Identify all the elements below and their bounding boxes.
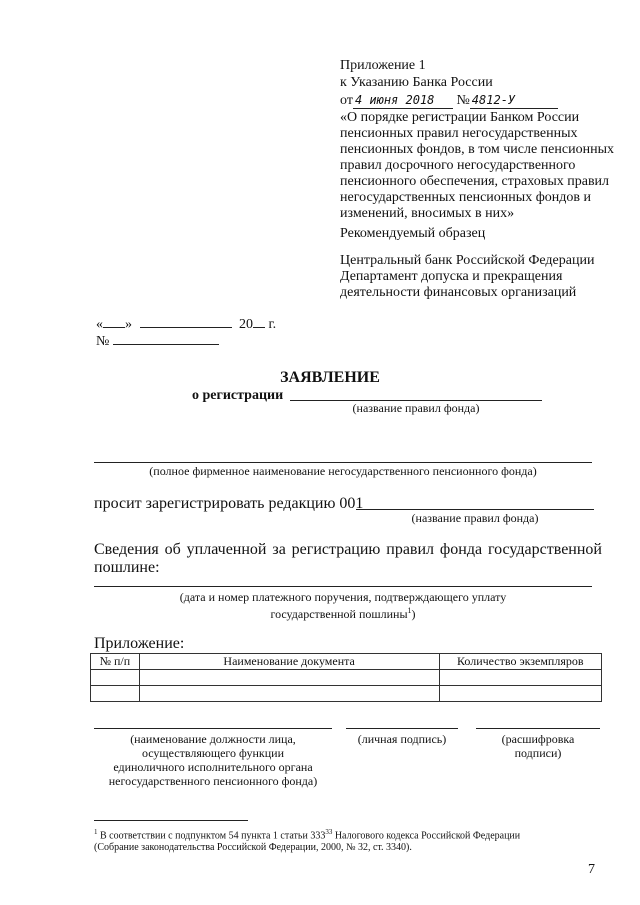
- number-blank[interactable]: [113, 344, 219, 345]
- fee-hint: [94, 590, 592, 621]
- position-hint-line: осуществляющего функции: [141, 746, 285, 760]
- position-hint-line: единоличного исполнительного органа: [113, 760, 313, 774]
- footnote: [94, 826, 614, 854]
- appendix-line2: к Указанию Банка России: [340, 75, 493, 90]
- footnote-line1: [94, 826, 614, 842]
- fee-payment-line[interactable]: [94, 586, 592, 587]
- year-blank[interactable]: [253, 327, 265, 328]
- day-blank[interactable]: [103, 327, 125, 328]
- appendix-title-line: правил досрочного негосударственного: [340, 158, 576, 173]
- page-number: 7: [588, 862, 595, 877]
- footnote-mark: 1: [94, 828, 98, 836]
- appendix-title-line: пенсионных фондов, в том числе пенсионных: [340, 142, 614, 157]
- decode-hint-line: (расшифровка: [501, 732, 575, 746]
- table-cell[interactable]: [91, 670, 140, 686]
- recommended-sample: Рекомендуемый образец: [340, 226, 486, 241]
- fee-line1: Сведения об уплаченной за регистрацию правил фонда государственной: [94, 541, 602, 558]
- number-sign: №: [96, 334, 110, 349]
- position-line[interactable]: [94, 728, 332, 729]
- position-hint: [88, 732, 338, 788]
- number-label: №: [456, 93, 470, 108]
- signature-hint: (личная подпись): [357, 732, 447, 746]
- table-row: [91, 686, 602, 702]
- table-cell[interactable]: [439, 670, 601, 686]
- appendix-date-line: [340, 92, 558, 109]
- fee-hint-text: государственной пошлины: [270, 607, 408, 621]
- fund-name-line[interactable]: [94, 462, 592, 463]
- footnote-text-after: Налогового кодекса Российской Федерации: [332, 830, 521, 842]
- registration-number-field: [96, 334, 219, 350]
- attachment-label: Приложение:: [94, 635, 185, 652]
- column-header-document: Наименование документа: [139, 654, 439, 670]
- date-field: [96, 317, 276, 333]
- footnote-ref[interactable]: 1: [407, 606, 412, 615]
- appendix-title-line: негосударственных пенсионных фондов и: [340, 190, 591, 205]
- footnote-superscript: 33: [325, 828, 333, 836]
- addressee: [340, 253, 630, 301]
- close-quote: »: [125, 317, 132, 332]
- signature-decode-hint: [476, 732, 600, 760]
- open-quote: «: [96, 317, 103, 332]
- request-rules-hint: (название правил фонда): [411, 511, 539, 525]
- signature-line[interactable]: [346, 728, 458, 729]
- decode-hint-line: подписи): [514, 746, 562, 760]
- appendix-line1: Приложение 1: [340, 58, 426, 73]
- table-header-row: [91, 654, 602, 670]
- addressee-line: деятельности финансовых организаций: [340, 285, 577, 300]
- handwritten-number: 4812-У: [470, 92, 558, 109]
- year-prefix: 20: [239, 317, 253, 332]
- table-row: [91, 670, 602, 686]
- signature-decode-line[interactable]: [476, 728, 600, 729]
- appendix-title: [340, 110, 620, 222]
- table-cell[interactable]: [439, 686, 601, 702]
- month-blank[interactable]: [140, 327, 232, 328]
- appendix-title-line: пенсионных правил негосударственных: [340, 126, 578, 141]
- statement-title: ЗАЯВЛЕНИЕ: [280, 369, 380, 386]
- column-header-copies: Количество экземпляров: [439, 654, 601, 670]
- fee-line2: пошлине:: [94, 559, 160, 576]
- table-cell[interactable]: [91, 686, 140, 702]
- appendix-title-line: пенсионного обеспечения, страховых правил: [340, 174, 610, 189]
- request-rules-line[interactable]: [356, 509, 594, 510]
- request-text: просит зарегистрировать редакцию 001: [94, 495, 364, 512]
- fee-hint-close: ): [411, 607, 416, 621]
- fee-hint-line2: [94, 604, 592, 621]
- footnote-separator: [94, 820, 248, 821]
- footnote-text: В соответствии с подпунктом 54 пункта 1 статьи 333: [97, 830, 326, 842]
- fee-hint-line1: (дата и номер платежного поручения, подтверждающего уплату: [179, 590, 507, 604]
- addressee-line: Центральный банк Российской Федерации: [340, 253, 595, 268]
- footnote-line2: (Собрание законодательства Российской Федерации, 2000, № 32, ст. 3340).: [94, 842, 412, 854]
- table-cell[interactable]: [139, 686, 439, 702]
- appendix-title-line: изменений, вносимых в них»: [340, 206, 515, 221]
- from-label: от: [340, 93, 353, 108]
- fund-name-hint: (полное фирменное наименование негосударственного пенсионного фонда): [149, 464, 537, 478]
- position-hint-line: негосударственного пенсионного фонда): [108, 774, 318, 788]
- column-header-number: № п/п: [91, 654, 140, 670]
- statement-subtitle: о регистрации: [192, 388, 284, 403]
- addressee-line: Департамент допуска и прекращения: [340, 269, 563, 284]
- appendix-title-line: «О порядке регистрации Банком России: [340, 110, 580, 125]
- table-cell[interactable]: [139, 670, 439, 686]
- year-suffix: г.: [268, 317, 277, 332]
- attachments-table: [90, 653, 602, 702]
- rules-name-hint: (название правил фонда): [352, 401, 480, 415]
- position-hint-line: (наименование должности лица,: [130, 732, 296, 746]
- handwritten-date: 4 июня 2018: [353, 92, 453, 109]
